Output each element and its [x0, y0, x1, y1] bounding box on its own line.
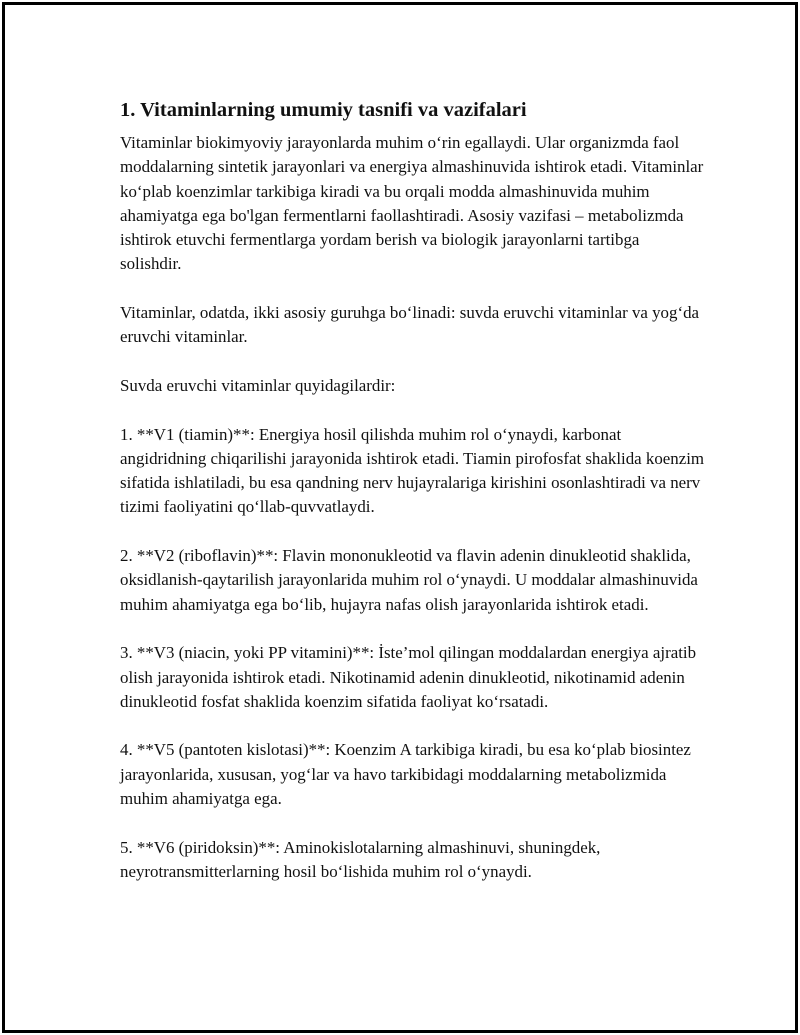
vitamin-item-b2: 2. **V2 (riboflavin)**: Flavin mononukleotid va flavin adenin dinukleotid shaklida, oksidlanish-qaytarilish jarayonlarida muhim rol o‘ynaydi. U moddalar almashinuvida muhim ahamiyatga ega bo‘lib, hujayra nafas olish jarayonlarida ishtirok etadi. [120, 546, 698, 614]
list-intro-paragraph: Suvda eruvchi vitaminlar quyidagilardir: [120, 375, 396, 395]
classification-paragraph: Vitaminlar, odatda, ikki asosiy guruhga bo‘linadi: suvda eruvchi vitaminlar va yog‘da eruvchi vitaminlar. [120, 303, 700, 347]
intro-paragraph: Vitaminlar biokimyoviy jarayonlarda muhim o‘rin egallaydi. Ular organizmda faol moddalarning sintetik jarayonlari va energiya almashinuvida ishtirok etadi. Vitaminlar ko‘plab koenzimlar tarkibiga kiradi va bu orqali modda almashinuvida muhim ahamiyatga ega bo'lgan fermentlarni faollashtiradi. Asosiy vazifasi – metabolizmda ishtirok etuvchi fermentlarga yordam berish va biologik jarayonlarni tartibga solishdir. [120, 133, 704, 274]
document-body [120, 97, 705, 909]
page-frame [2, 2, 798, 1033]
vitamin-item-b3: 3. **V3 (niacin, yoki PP vitamini)**: İste’mol qilingan moddalardan energiya ajratib olish jarayonida ishtirok etadi. Nikotinamid adenin dinukleotid, nikotinamid adenin dinukleotid fosfat shaklida koenzim sifatida faoliyat ko‘rsatadi. [120, 643, 697, 711]
vitamin-item-b1: 1. **V1 (tiamin)**: Energiya hosil qilishda muhim rol o‘ynaydi, karbonat angidridning chiqarilishi jarayonida ishtirok etadi. Tiamin pirofosfat shaklida koenzim sifatida ishlatiladi, bu esa qandning nerv hujayralariga kirishini osonlashtiradi va nerv tizimi faoliyatini qo‘llab-quvvatlaydi. [120, 424, 705, 517]
section-heading: 1. Vitaminlarning umumiy tasnifi va vazifalari [120, 99, 527, 121]
vitamin-item-b5: 4. **V5 (pantoten kislotasi)**: Koenzim A tarkibiga kiradi, bu esa ko‘plab biosintez jarayonlarida, xususan, yog‘lar va havo tarkibidagi moddalarning metabolizmida muhim ahamiyatga ega. [120, 740, 691, 809]
vitamin-item-b6: 5. **V6 (piridoksin)**: Aminokislotalarning almashinuvi, shuningdek, neyrotransmitterlarning hosil bo‘lishida muhim rol o‘ynaydi. [120, 837, 601, 881]
